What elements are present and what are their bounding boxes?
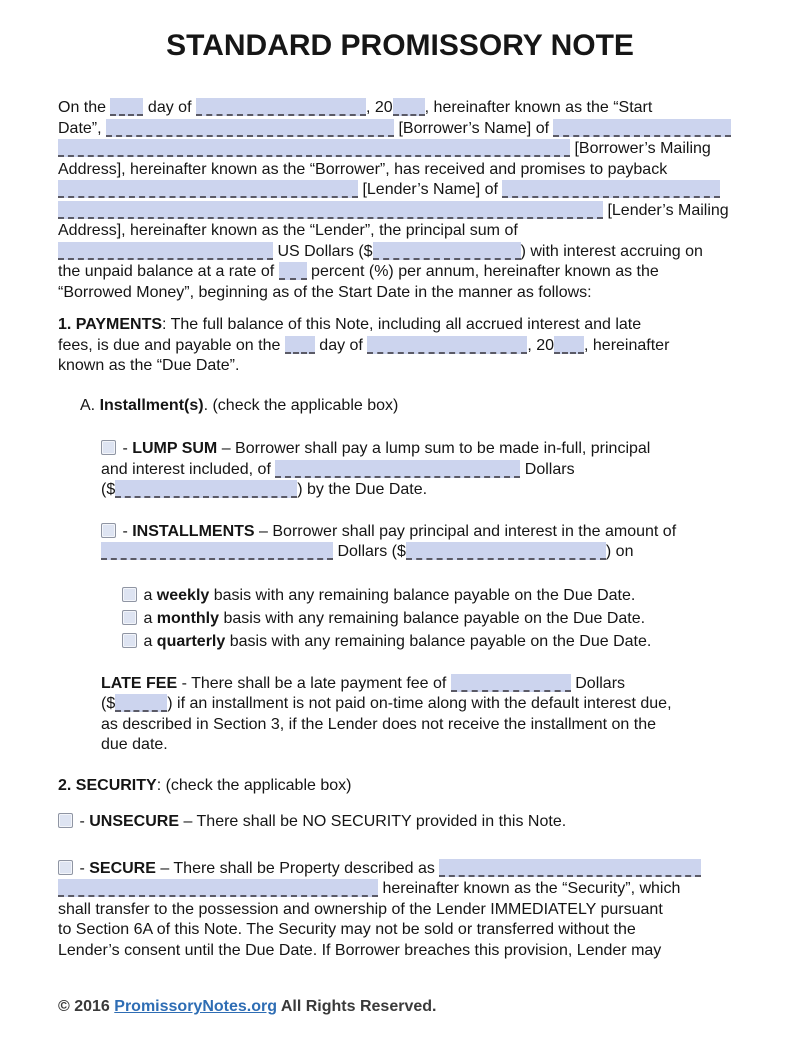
text-run: to Section 6A of this Note. The Security may not be sold or transferred without the bbox=[58, 921, 636, 938]
text-run: hereinafter known as the “Security”, which bbox=[378, 880, 681, 897]
intro-paragraph bbox=[58, 98, 760, 303]
checkbox-unchecked[interactable] bbox=[122, 610, 137, 625]
secure-option bbox=[58, 859, 760, 962]
text-run: and interest included, of bbox=[101, 460, 276, 478]
text-run: the unpaid balance at a rate of bbox=[58, 263, 279, 280]
text-run-bold: LATE FEE bbox=[101, 674, 178, 692]
blank-field[interactable] bbox=[115, 480, 297, 498]
text-run: shall transfer to the possession and ownership of the Lender IMMEDIATELY pursuant bbox=[58, 900, 663, 918]
blank-field[interactable] bbox=[393, 98, 425, 116]
text-run: Dollars bbox=[520, 460, 575, 478]
checkbox-unchecked[interactable] bbox=[101, 523, 116, 538]
text-run: a bbox=[139, 586, 157, 604]
text-run: ) with interest accruing on bbox=[520, 242, 703, 260]
text-run: a bbox=[139, 632, 157, 650]
blank-field[interactable] bbox=[196, 98, 366, 116]
text-run: basis with any remaining balance payable on the Due Date. bbox=[209, 586, 636, 604]
checkbox-unchecked[interactable] bbox=[122, 587, 137, 602]
blank-field[interactable] bbox=[110, 98, 143, 116]
text-run: day of bbox=[143, 99, 196, 116]
text-run: On the bbox=[58, 99, 111, 116]
text-run: - There shall be a late payment fee of bbox=[177, 674, 451, 692]
installments-heading bbox=[80, 396, 760, 417]
blank-field[interactable] bbox=[554, 336, 584, 354]
text-run: – There shall be Property described as bbox=[155, 859, 440, 877]
blank-field[interactable] bbox=[58, 201, 603, 219]
text-run-bold: INSTALLMENTS bbox=[132, 522, 255, 540]
text-run: ) by the Due Date. bbox=[297, 481, 428, 498]
blank-field[interactable] bbox=[553, 119, 731, 137]
text-run-bold: Installment(s) bbox=[99, 396, 204, 414]
text-run-bold: SECURE bbox=[89, 859, 156, 877]
text-run: ) if an installment is not paid on-time along with the default interest due, bbox=[167, 695, 672, 712]
text-run: day of bbox=[314, 336, 368, 354]
text-run: A. bbox=[80, 396, 100, 414]
text-run: – Borrower shall pay a lump sum to be made in-full, principal bbox=[217, 440, 651, 457]
text-run: percent (%) per annum, hereinafter known as the bbox=[306, 263, 659, 280]
document-body bbox=[0, 98, 800, 961]
text-run-bold: 1. PAYMENTS bbox=[58, 316, 163, 333]
installments-option bbox=[101, 522, 760, 563]
blank-field[interactable] bbox=[101, 542, 333, 560]
text-run: as described in Section 3, if the Lender does not receive the installment on the bbox=[101, 715, 657, 733]
blank-field[interactable] bbox=[58, 180, 358, 198]
text-run: “Borrowed Money”, beginning as of the Start Date in the manner as follows: bbox=[58, 283, 592, 301]
text-run: Dollars bbox=[570, 674, 626, 692]
checkbox-unchecked[interactable] bbox=[58, 813, 73, 828]
text-run: basis with any remaining balance payable on the Due Date. bbox=[225, 632, 652, 650]
checkbox-unchecked[interactable] bbox=[122, 633, 137, 648]
blank-field[interactable] bbox=[502, 180, 720, 198]
text-run: Address], hereinafter known as the “Lender”, the principal sum of bbox=[58, 222, 518, 239]
checkbox-unchecked[interactable] bbox=[58, 860, 73, 875]
footer bbox=[58, 998, 436, 1016]
footer-copyright: © 2016 bbox=[58, 998, 115, 1015]
text-run: - bbox=[75, 813, 90, 830]
security-heading bbox=[58, 776, 760, 797]
text-run: due date. bbox=[101, 736, 168, 753]
text-run: – There shall be NO SECURITY provided in this Note. bbox=[179, 813, 567, 830]
blank-field[interactable] bbox=[367, 336, 527, 354]
checkbox-unchecked[interactable] bbox=[101, 440, 116, 455]
lump-sum-option bbox=[101, 439, 760, 501]
text-run: [Borrower’s Mailing bbox=[570, 140, 711, 157]
blank-field[interactable] bbox=[106, 119, 394, 137]
blank-field[interactable] bbox=[58, 879, 378, 897]
text-run: [Borrower’s Name] of bbox=[394, 119, 554, 137]
text-run: - bbox=[118, 440, 133, 457]
text-run: US Dollars ($ bbox=[273, 242, 373, 260]
text-run: [Lender’s Mailing bbox=[603, 201, 729, 219]
text-run: ($ bbox=[101, 695, 116, 712]
text-run: , 20 bbox=[527, 336, 555, 354]
blank-field[interactable] bbox=[115, 694, 167, 712]
blank-field[interactable] bbox=[279, 262, 307, 280]
blank-field[interactable] bbox=[58, 242, 273, 260]
text-run-bold: UNSECURE bbox=[89, 813, 180, 830]
text-run: Date”, bbox=[58, 119, 107, 137]
text-run: : The full balance of this Note, including all accrued interest and late bbox=[162, 316, 642, 333]
text-run-bold: 2. SECURITY bbox=[58, 776, 157, 794]
text-run-bold: LUMP SUM bbox=[132, 440, 218, 457]
text-run: ($ bbox=[101, 481, 116, 498]
text-run: , hereinafter bbox=[584, 336, 670, 354]
text-run: a bbox=[139, 609, 157, 627]
text-run: . (check the applicable box) bbox=[203, 396, 399, 414]
page-title: STANDARD PROMISSORY NOTE bbox=[166, 29, 634, 62]
text-run-bold: monthly bbox=[156, 609, 220, 627]
blank-field[interactable] bbox=[373, 242, 521, 260]
text-run: known as the “Due Date”. bbox=[58, 357, 240, 374]
text-run-bold: weekly bbox=[156, 586, 210, 604]
text-run: Dollars ($ bbox=[333, 543, 406, 560]
footer-rights: All Rights Reserved. bbox=[277, 998, 437, 1015]
text-run: , hereinafter known as the “Start bbox=[424, 99, 653, 116]
text-run: ) on bbox=[605, 543, 634, 560]
blank-field[interactable] bbox=[275, 460, 520, 478]
payments-clause bbox=[58, 315, 760, 377]
blank-field[interactable] bbox=[439, 859, 701, 877]
blank-field[interactable] bbox=[451, 674, 571, 692]
text-run-bold: quarterly bbox=[156, 632, 226, 650]
blank-field[interactable] bbox=[406, 542, 606, 560]
frequency-options bbox=[122, 584, 760, 653]
blank-field[interactable] bbox=[285, 336, 315, 354]
blank-field[interactable] bbox=[58, 139, 570, 157]
text-run: basis with any remaining balance payable on the Due Date. bbox=[219, 609, 646, 627]
text-run: Lender’s consent until the Due Date. If Borrower breaches this provision, Lender may bbox=[58, 941, 662, 959]
text-run: - bbox=[75, 859, 90, 877]
late-fee-clause bbox=[101, 674, 760, 756]
text-run: fees, is due and payable on the bbox=[58, 336, 285, 354]
text-run: : (check the applicable box) bbox=[156, 776, 352, 794]
footer-link[interactable]: PromissoryNotes.org bbox=[114, 998, 277, 1015]
text-run: – Borrower shall pay principal and interest in the amount of bbox=[254, 522, 677, 540]
unsecure-option bbox=[58, 812, 760, 833]
text-run: , 20 bbox=[365, 99, 393, 116]
text-run: Address], hereinafter known as the “Borrower”, has received and promises to payback bbox=[58, 160, 668, 178]
text-run: - bbox=[118, 522, 133, 540]
text-run: [Lender’s Name] of bbox=[358, 181, 503, 198]
